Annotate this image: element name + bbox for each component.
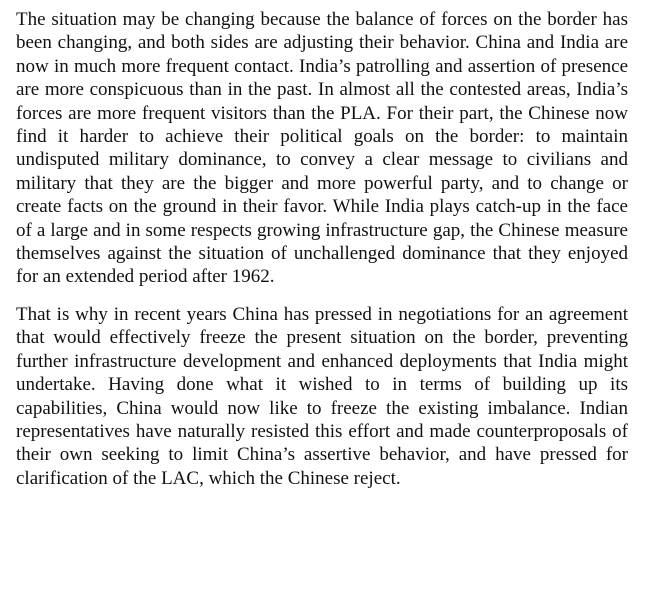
paragraph-2: That is why in recent years China has pressed in negotiations for an agreement that would effectively freeze the present situation on the border, preventing further infrastructure development and enhanced deployments that India might undertake. Having done what it wished to in terms of building up its capabilities, China would now like to freeze the existing imbalance. Indian representatives have naturally resisted this effort and made counterproposals of their own seeking to limit China’s assertive behavior, and have pressed for clarification of the LAC, which the Chinese reject. [16,303,628,489]
paragraph-1: The situation may be changing because the balance of forces on the border has been changing, and both sides are adjusting their behavior. China and India are now in much more frequent contact. India’s patrolling and assertion of presence are more conspicuous than in the past. In almost all the contested areas, India’s forces are more frequent visitors than the PLA. For their part, the Chinese now find it harder to achieve their political goals on the border: to maintain undisputed military dominance, to convey a clear message to civilians and military that they are the bigger and more powerful party, and to change or create facts on the ground in their favor. While India plays catch-up in the face of a large and in some respects growing infrastructure gap, the Chinese measure themselves against the situation of unchallenged dominance that they enjoyed for an extended period after 1962. [16,9,628,288]
